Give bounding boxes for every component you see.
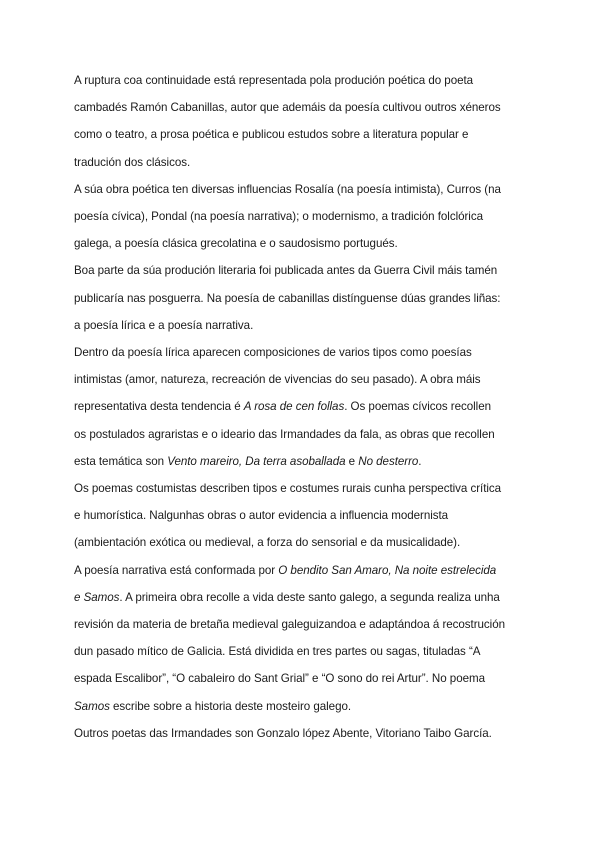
paragraph-3 xyxy=(74,257,534,339)
work-title: Samos xyxy=(74,699,110,713)
text-line: como o teatro, a prosa poética e publicou estudos sobre a literatura popular e xyxy=(74,128,469,142)
text-line: tradución dos clásicos. xyxy=(74,155,191,169)
text-line: espada Escalibor”, “O cabaleiro do Sant Grial” e “O sono do rei Artur”. No poema xyxy=(74,672,485,686)
text-line xyxy=(74,584,534,611)
text-line: poesía cívica), Pondal (na poesía narrativa); o modernismo, a tradición folclórica xyxy=(74,210,483,224)
text-run: . Os poemas cívicos recollen xyxy=(344,400,492,414)
text-line: cambadés Ramón Cabanillas, autor que ademáis da poesía cultivou outros xéneros xyxy=(74,101,501,115)
paragraph-7 xyxy=(74,720,534,747)
work-title: No desterro xyxy=(358,454,419,468)
paragraph-5 xyxy=(74,475,534,557)
paragraph-4 xyxy=(74,339,534,475)
text-line: Outros poetas das Irmandades son Gonzalo lópez Abente, Vitoriano Taibo García. xyxy=(74,726,492,740)
text-run: A poesía narrativa está conformada por xyxy=(74,563,279,577)
text-line: galega, a poesía clásica grecolatina e o saudosismo portugués. xyxy=(74,237,398,251)
text-line: intimistas (amor, natureza, recreación de vivencias do seu pasado). A obra máis xyxy=(74,373,481,387)
text-run: . A primeira obra recolle a vida deste santo galego, a segunda realiza unha xyxy=(119,590,500,604)
text-run: . xyxy=(418,454,422,468)
work-title: Vento mareiro, Da terra asoballada xyxy=(167,454,346,468)
paragraph-1 xyxy=(74,67,534,176)
text-run: representativa desta tendencia é xyxy=(74,400,244,414)
document-body xyxy=(74,67,534,747)
text-line: A ruptura coa continuidade está representada pola produción poética do poeta xyxy=(74,74,474,87)
text-run: e xyxy=(345,454,359,468)
text-line xyxy=(74,557,534,584)
text-line: Boa parte da súa produción literaria foi publicada antes da Guerra Civil máis tamén xyxy=(74,264,498,278)
text-line: e humorística. Nalgunhas obras o autor evidencia a influencia modernista xyxy=(74,509,449,523)
text-line: (ambientación exótica ou medieval, a forza do sensorial e da musicalidade). xyxy=(74,536,461,550)
text-line: os postulados agraristas e o ideario das Irmandades da fala, as obras que recollen xyxy=(74,427,495,441)
work-title: A rosa de cen follas xyxy=(243,400,345,414)
text-line: a poesía lírica e a poesía narrativa. xyxy=(74,318,254,332)
paragraph-2 xyxy=(74,176,534,258)
text-line: Os poemas costumistas describen tipos e costumes rurais cunha perspectiva crítica xyxy=(74,482,502,496)
text-line: A súa obra poética ten diversas influencias Rosalía (na poesía intimista), Curros (na xyxy=(74,182,501,196)
text-run: escribe sobre a historia deste mosteiro galego. xyxy=(109,699,352,713)
text-line: Dentro da poesía lírica aparecen composiciones de varios tipos como poesías xyxy=(74,346,472,360)
text-line: publicaría nas posguerra. Na poesía de cabanillas distínguense dúas grandes liñas: xyxy=(74,291,501,305)
paragraph-6 xyxy=(74,557,534,720)
text-line: dun pasado mítico de Galicia. Está dividida en tres partes ou sagas, tituladas “A xyxy=(74,645,481,659)
work-title: O bendito San Amaro, Na noite estrelecida xyxy=(278,563,497,577)
text-line xyxy=(74,393,534,420)
work-title: e Samos xyxy=(74,590,120,604)
text-line: revisión da materia de bretaña medieval galeguizandoa e adaptándoa á recostrución xyxy=(74,618,506,632)
text-line xyxy=(74,448,534,475)
text-run: esta temática son xyxy=(74,454,168,468)
text-line xyxy=(74,693,534,720)
